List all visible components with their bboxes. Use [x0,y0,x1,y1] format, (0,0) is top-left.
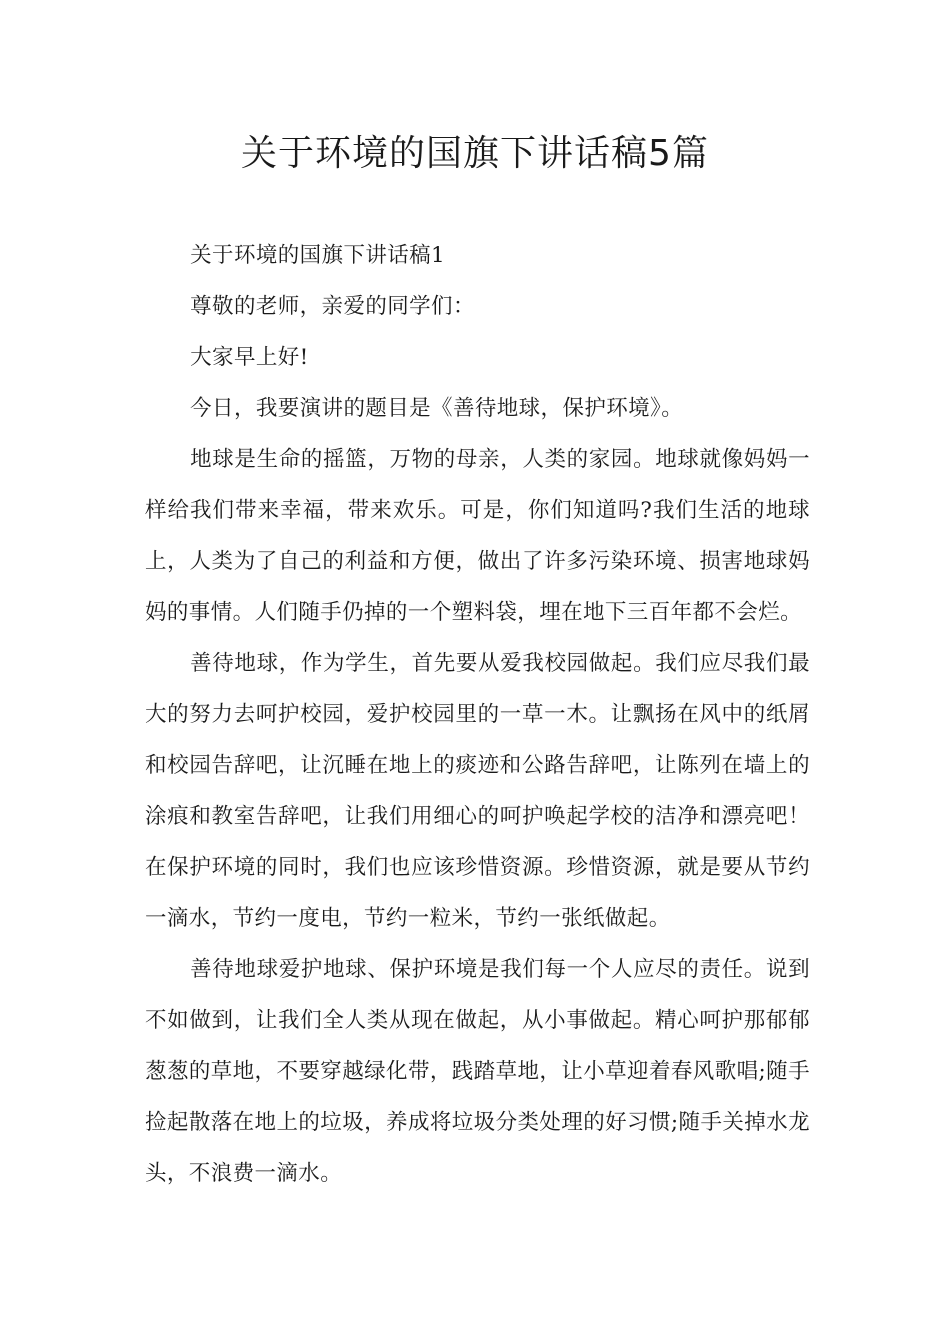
paragraph-body: 地球是生命的摇篮，万物的母亲，人类的家园。地球就像妈妈一样给我们带来幸福，带来欢乐。可是，你们知道吗?我们生活的地球上，人类为了自己的利益和方便，做出了许多污染环境、损害地球妈妈的事情。人们随手仍掉的一个塑料袋，埋在地下三百年都不会烂。 [145,447,810,625]
paragraph-body: 善待地球爱护地球、保护环境是我们每一个人应尽的责任。说到不如做到，让我们全人类从现在做起，从小事做起。精心呵护那郁郁葱葱的草地，不要穿越绿化带，践踏草地，让小草迎着春风歌唱;随手捡起散落在地上的垃圾，养成将垃圾分类处理的好习惯;随手关掉水龙头，不浪费一滴水。 [145,957,810,1186]
paragraph-greeting: 大家早上好! [190,345,309,370]
paragraph-topic: 今日，我要演讲的题目是《善待地球，保护环境》。 [190,396,684,421]
paragraph-section-heading: 关于环境的国旗下讲话稿1 [190,243,446,268]
document-title: 关于环境的国旗下讲话稿5篇 [241,133,709,174]
paragraph-body: 善待地球，作为学生，首先要从爱我校园做起。我们应尽我们最大的努力去呵护校园，爱护校园里的一草一木。让飘扬在风中的纸屑和校园告辞吧，让沉睡在地上的痰迹和公路告辞吧，让陈列在墙上的涂痕和教室告辞吧，让我们用细心的呵护唤起学校的洁净和漂亮吧！在保护环境的同时，我们也应该珍惜资源。珍惜资源，就是要从节约一滴水，节约一度电，节约一粒米，节约一张纸做起。 [145,651,810,931]
document-body [145,230,810,1199]
paragraph-salutation: 尊敬的老师，亲爱的同学们： [190,294,475,319]
